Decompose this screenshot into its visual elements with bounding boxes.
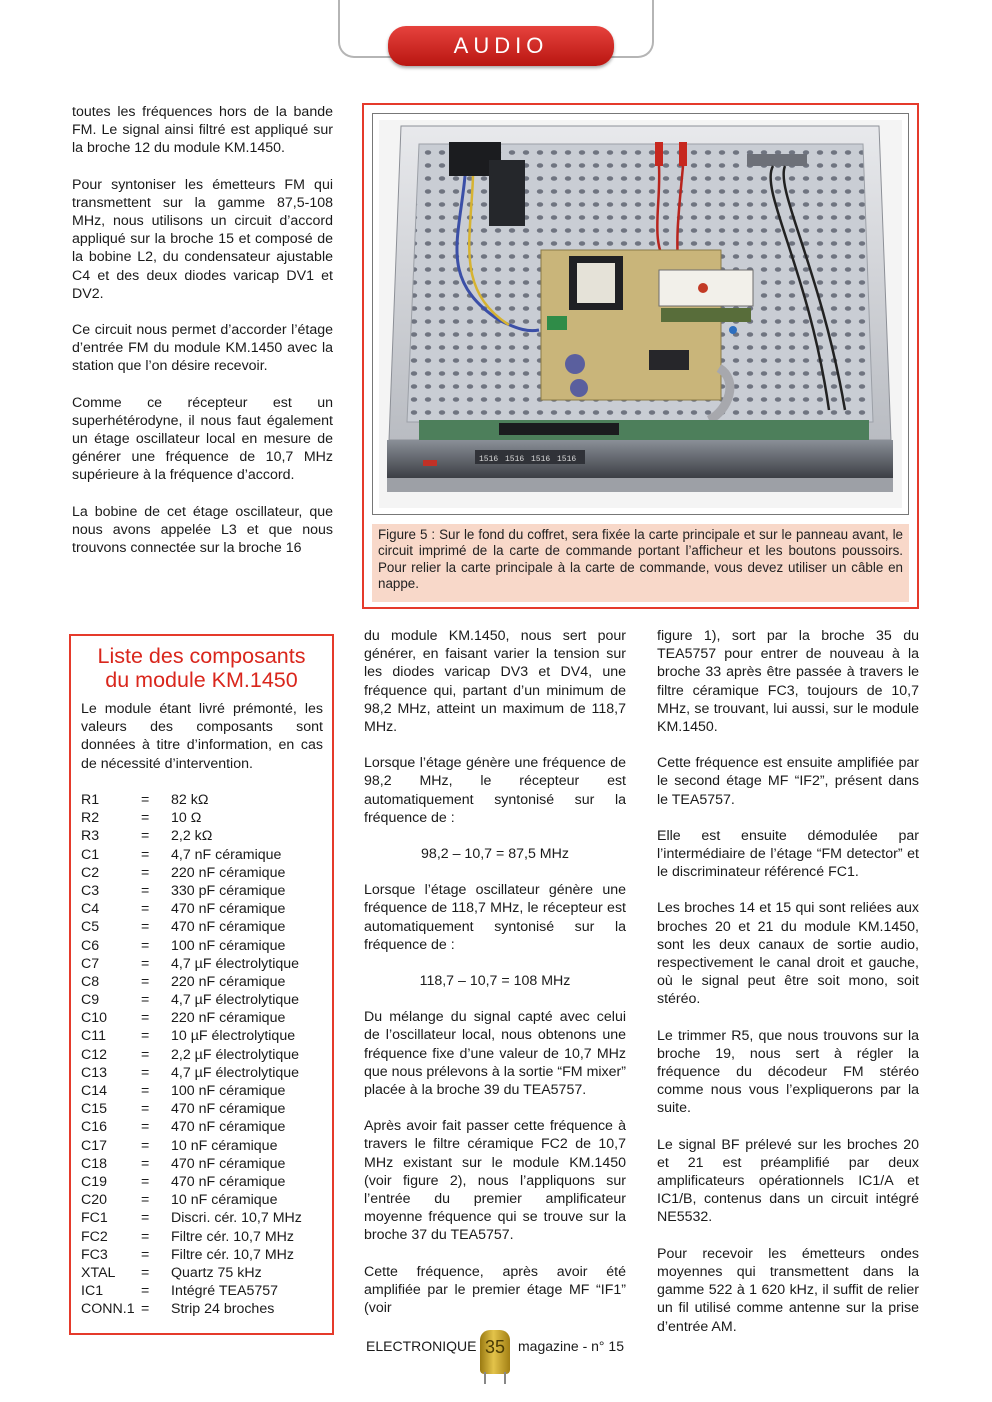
component-equals: = (141, 1155, 150, 1172)
component-equals: = (141, 1264, 150, 1281)
parts-list-title-line: Liste des composants (97, 644, 306, 668)
component-ref: C1 (81, 846, 100, 863)
component-value: 10 µF électrolytique (171, 1028, 296, 1045)
component-equals: = (141, 1119, 150, 1136)
page-footer (0, 1330, 992, 1380)
component-equals: = (141, 901, 150, 918)
parts-list-row (81, 1100, 331, 1118)
left-column (72, 103, 333, 557)
component-ref: C4 (81, 901, 100, 918)
parts-list-row (81, 1264, 331, 1282)
component-equals: = (141, 1064, 150, 1081)
component-value: 4,7 µF électrolytique (171, 992, 300, 1009)
parts-list-row (81, 900, 331, 918)
component-ref: C9 (81, 992, 100, 1009)
component-equals: = (141, 919, 150, 936)
parts-list-row (81, 1046, 331, 1064)
component-ref: C20 (81, 1192, 108, 1209)
component-equals: = (141, 792, 150, 808)
parts-list-intro: Le module étant livré prémonté, les valeurs des composants sont données à titre d’information, en cas de nécessité d’intervention. (81, 701, 323, 772)
component-ref: C6 (81, 937, 100, 954)
parts-list-row (81, 955, 331, 973)
component-value: 330 pF céramique (171, 882, 286, 899)
middle-paragraph: Lorsque l’étage oscillateur génère une fréquence de 118,7 MHz, le récepteur est automatiquement syntonisé sur la fréquence de : (364, 882, 626, 953)
component-ref: CONN.1 (81, 1301, 135, 1318)
component-equals: = (141, 1246, 150, 1263)
component-equals: = (141, 973, 150, 990)
parts-list-row (81, 1137, 331, 1155)
parts-list-row (81, 1082, 331, 1100)
component-equals: = (141, 1046, 150, 1063)
figure-display-digit: 1516 (479, 455, 499, 464)
component-ref: C17 (81, 1137, 108, 1154)
component-equals: = (141, 828, 150, 845)
component-value: 10 Ω (171, 810, 202, 827)
left-paragraph: La bobine de cet étage oscillateur, que nous avons appelée L3 et que nous trouvons connectée sur la broche 16 (72, 503, 333, 557)
component-equals: = (141, 937, 150, 954)
component-value: 4,7 nF céramique (171, 846, 282, 863)
figure-display-digit: 1516 (531, 455, 551, 464)
parts-list-row (81, 1027, 331, 1045)
component-ref: FC2 (81, 1228, 108, 1245)
component-value: 4,7 µF électrolytique (171, 1064, 300, 1081)
component-equals: = (141, 1137, 150, 1154)
component-equals: = (141, 882, 150, 899)
component-value: Filtre cér. 10,7 MHz (171, 1228, 294, 1245)
component-ref: C16 (81, 1119, 108, 1136)
component-equals: = (141, 846, 150, 863)
right-paragraph: Elle est ensuite démodulée par l’intermédiaire de l’étage “FM detector” et le discriminateur référencé FC1. (657, 827, 919, 881)
component-equals: = (141, 1010, 150, 1027)
parts-list-row (81, 1282, 331, 1300)
footer-magazine-name: ELECTRONIQUE (366, 1338, 477, 1354)
component-ref: FC1 (81, 1210, 108, 1227)
component-equals: = (141, 1028, 150, 1045)
right-column (657, 627, 919, 1336)
left-paragraph: Comme ce récepteur est un superhétérodyne, il nous faut également un étage oscillateur local en mesure de générer une fréquence de 10,7 MHz supérieure à la fréquence d’accord. (72, 394, 333, 484)
parts-list-row (81, 1191, 331, 1209)
figure-display-digit: 1516 (505, 455, 525, 464)
parts-list-row (81, 1155, 331, 1173)
component-ref: IC1 (81, 1283, 104, 1300)
parts-list-row (81, 1173, 331, 1191)
component-ref: R2 (81, 810, 100, 827)
component-equals: = (141, 955, 150, 972)
component-equals: = (141, 1210, 150, 1227)
component-value: 470 nF céramique (171, 919, 286, 936)
parts-list-row (81, 1246, 331, 1264)
right-paragraph: Les broches 14 et 15 qui sont reliées aux broches 20 et 21 du module KM.1450, sont les deux canaux de sortie audio, respectivement le canal droit et gauche, où le signal peut être soit mono, soit stéréo. (657, 900, 919, 1008)
component-ref: C5 (81, 919, 100, 936)
middle-column (364, 627, 626, 1317)
component-value: 2,2 µF électrolytique (171, 1046, 300, 1063)
component-equals: = (141, 1173, 150, 1190)
component-equals: = (141, 1283, 150, 1300)
component-value: 100 nF céramique (171, 1083, 286, 1099)
component-equals: = (141, 1301, 150, 1318)
component-equals: = (141, 1228, 150, 1245)
figure-display-digit: 1516 (557, 455, 577, 464)
component-value: 100 nF céramique (171, 937, 286, 954)
component-value: 470 nF céramique (171, 1155, 286, 1172)
component-value: 10 nF céramique (171, 1192, 278, 1209)
component-equals: = (141, 864, 150, 881)
component-ref: C3 (81, 882, 100, 899)
footer-issue: magazine - n° 15 (518, 1338, 624, 1354)
figure-photo (379, 120, 902, 508)
middle-paragraph: Du mélange du signal capté avec celui de l’oscillateur local, nous obtenons une fréquence fixe d’une valeur de 10,7 MHz que nous prélevons à la sortie “FM mixer” placée à la broche 39 du TEA5757. (364, 1009, 626, 1099)
component-ref: C14 (81, 1083, 108, 1099)
parts-list-title-line: du module KM.1450 (105, 668, 298, 692)
parts-list-row (81, 864, 331, 882)
parts-list-row (81, 1064, 331, 1082)
parts-list-title (71, 644, 332, 692)
component-ref: XTAL (81, 1264, 116, 1281)
parts-list-table (81, 791, 331, 1318)
component-equals: = (141, 992, 150, 1009)
left-paragraph: toutes les fréquences hors de la bande FM. Le signal ainsi filtré est appliqué sur la broche 12 du module KM.1450. (72, 104, 333, 157)
component-value: Intégré TEA5757 (171, 1283, 279, 1300)
component-value: Quartz 75 kHz (171, 1264, 262, 1281)
left-paragraph: Ce circuit nous permet d’accorder l’étage d’entrée FM du module KM.1450 avec la station que l’on désire recevoir. (72, 322, 333, 375)
parts-list-row (81, 882, 331, 900)
component-ref: C10 (81, 1010, 108, 1027)
component-value: 470 nF céramique (171, 1173, 286, 1190)
component-equals: = (141, 1101, 150, 1118)
component-ref: C12 (81, 1046, 108, 1063)
component-value: Strip 24 broches (171, 1301, 275, 1318)
right-paragraph: figure 1), sort par la broche 35 du TEA5757 pour entrer de nouveau à la broche 33 après être passée à travers le filtre céramique FC3, toujours de 10,7 MHz, se trouvant, lui aussi, sur le module KM.1450. (657, 628, 919, 736)
equation: 98,2 – 10,7 = 87,5 MHz (421, 846, 569, 863)
parts-list-row (81, 1009, 331, 1027)
parts-list-row (81, 809, 331, 827)
right-paragraph: Cette fréquence est ensuite amplifiée par le second étage MF “IF2”, présent dans le TEA5757. (657, 755, 919, 808)
component-value: Filtre cér. 10,7 MHz (171, 1246, 294, 1263)
component-ref: C18 (81, 1155, 108, 1172)
component-equals: = (141, 1083, 150, 1099)
section-label: AUDIO (388, 26, 614, 66)
parts-list-row (81, 1209, 331, 1227)
right-paragraph: Le trimmer R5, que nous trouvons sur la broche 19, nous sert à régler la fréquence du décodeur FM stéréo comme nous vous l’expliquerons par la suite. (657, 1027, 919, 1117)
parts-list-row (81, 791, 331, 809)
component-value: 82 kΩ (171, 792, 209, 808)
component-value: 220 nF céramique (171, 1010, 286, 1027)
component-value: 220 nF céramique (171, 864, 286, 881)
component-ref: C15 (81, 1101, 108, 1118)
component-ref: C2 (81, 864, 100, 881)
component-value: 4,7 µF électrolytique (171, 955, 300, 972)
component-ref: C8 (81, 973, 100, 990)
component-value: 470 nF céramique (171, 1119, 286, 1136)
right-paragraph: Le signal BF prélevé sur les broches 20 et 21 est préamplifié par deux amplificateurs opérationnels IC1/A et IC1/B, contenus dans un circuit intégré NE5532. (657, 1136, 919, 1226)
component-value: 470 nF céramique (171, 1101, 286, 1118)
left-paragraph: Pour syntoniser les émetteurs FM qui transmettent sur la gamme 87,5-108 MHz, nous utilisons un circuit d’accord appliqué sur la broche 15 et composé de la bobine L2, du condensateur ajustable C4 et des deux diodes varicap DV1 et DV2. (72, 176, 333, 302)
component-ref: R3 (81, 828, 100, 845)
component-value: 2,2 kΩ (171, 828, 213, 845)
figure-photo-frame (372, 113, 909, 515)
equation: 118,7 – 10,7 = 108 MHz (419, 973, 571, 990)
parts-list-row (81, 973, 331, 991)
parts-list-row (81, 1118, 331, 1136)
component-ref: R1 (81, 792, 100, 808)
figure-caption: Figure 5 : Sur le fond du coffret, sera fixée la carte principale et sur le panneau avant, le circuit imprimé de la carte de commande portant l’afficheur et les boutons poussoirs. Pour relier la carte principale à la carte de commande, vous devez utiliser un câble en nappe. (372, 524, 909, 602)
component-ref: C13 (81, 1064, 108, 1081)
component-value: 470 nF céramique (171, 901, 286, 918)
parts-list-row (81, 827, 331, 845)
middle-paragraph: du module KM.1450, nous sert pour générer, en faisant varier la tension sur les diodes varicap DV3 et DV4, une fréquence qui, partant d’un minimum de 98,2 MHz, atteint un maximum de 118,7 MHz. (364, 628, 626, 736)
middle-paragraph: Après avoir fait passer cette fréquence à travers le filtre céramique FC2 de 10,7 MHz existant sur le module KM.1450 (voir figure 2), nous l’appliquons sur l’entrée du premier amplificateur moyenne fréquence qui se trouve sur la broche 37 du TEA5757. (364, 1118, 626, 1244)
page-number: 35 (480, 1330, 510, 1374)
parts-list-row (81, 1300, 331, 1318)
component-ref: FC3 (81, 1246, 108, 1263)
component-ref: C19 (81, 1173, 108, 1190)
parts-list-row (81, 937, 331, 955)
component-equals: = (141, 810, 150, 827)
component-value: 10 nF céramique (171, 1137, 278, 1154)
component-ref: C7 (81, 955, 100, 972)
parts-list-row (81, 991, 331, 1009)
parts-list-row (81, 846, 331, 864)
component-value: Discri. cér. 10,7 MHz (171, 1210, 302, 1227)
middle-paragraph: Lorsque l’étage génère une fréquence de 98,2 MHz, le récepteur est automatiquement syntonisé sur la fréquence de : (364, 755, 626, 826)
component-value: 220 nF céramique (171, 973, 286, 990)
component-equals: = (141, 1192, 150, 1209)
parts-list-row (81, 1228, 331, 1246)
component-ref: C11 (81, 1028, 106, 1045)
parts-list-row (81, 918, 331, 936)
page-number-leads (484, 1372, 506, 1384)
right-paragraph: Pour recevoir les émetteurs ondes moyennes qui transmettent dans la gamme 522 à 1 620 kHz, il suffit de relier un fil utilisé comme antenne sur la prise d’entrée AM. (657, 1245, 919, 1335)
middle-paragraph: Cette fréquence, après avoir été amplifiée par le premier étage MF “IF1” (voir (364, 1263, 626, 1317)
